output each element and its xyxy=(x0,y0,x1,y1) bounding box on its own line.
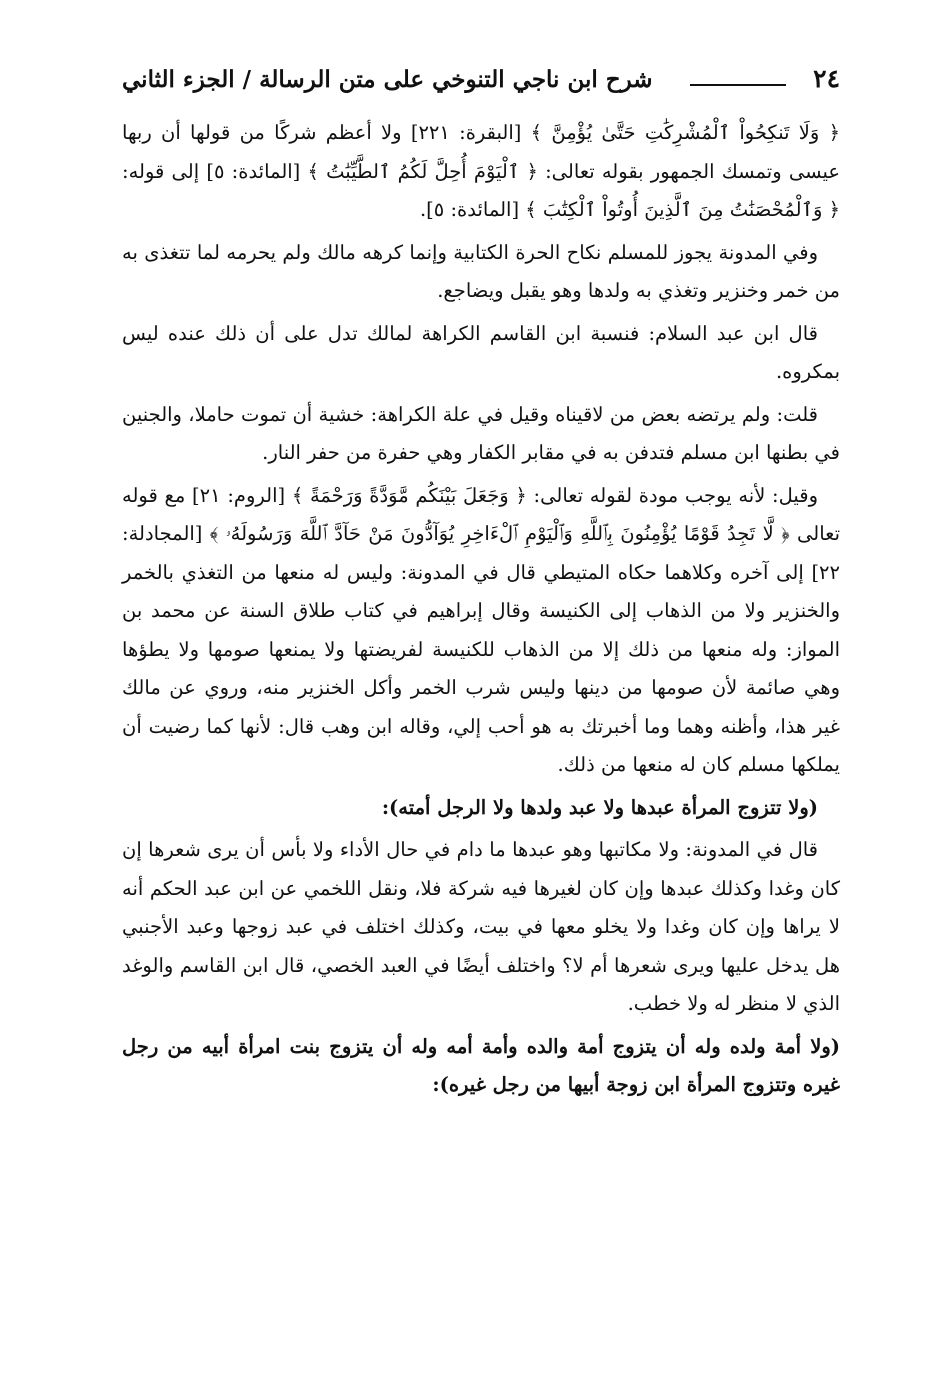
paragraph-commentary: قال في المدونة: ولا مكاتبها وهو عبدها ما دام في حال الأداء ولا بأس أن يرى شعرها إن كان وغدا وكذلك عبدها وإن كان لغيرها فيه شركة فلا، ونقل اللخمي عن ابن عبد الحكم أنه لا يراها وإن كان وغدا ولا يخلو معها في بيت، وكذلك اختلف في عبد زوجها وعبد الأجنبي هل يدخل عليها ويرى شعرها أم لا؟ واختلف أيضًا في العبد الخصي، قال ابن القاسم والوغد الذي لا منظر له ولا خطب. xyxy=(122,838,840,1015)
paragraph-wa-qil: وقيل: لأنه يوجب مودة لقوله تعالى: ﴿ وَجَعَلَ بَيْنَكُم مَّوَدَّةً وَرَحْمَةً ﴾ [الروم: ٢١] مع قوله تعالى ﴿ لَّا تَجِدُ قَوْمًا يُؤْمِنُونَ بِٱللَّهِ وَٱلْيَوْمِ ٱلْءَاخِرِ يُوَآدُّونَ مَنْ حَآدَّ ٱللَّهَ وَرَسُولَهُۥ ﴾ [المجادلة: ٢٢] إلى آخره وكلاهما حكاه المتيطي قال في المدونة: وليس له منعها من التغذي بالخمر والخنزير ولا من الذهاب إلى الكنيسة وقال إبراهيم في كتاب طلاق السنة عن محمد بن المواز: وله منعها من ذلك إلا من الذهاب للكنيسة لفريضتها ولا يمنعها صومها ولا يطؤها وهي صائمة لأن صومها من دينها وليس شرب الخمر وأكل الخنزير منه، وروي عن مالك غير هذا، وأظنه وهما وما أخبرتك به هو أحب إلي، وقاله ابن وهب قال: لأنها كما رضيت أن يملكها مسلم كان له منعها من ذلك. xyxy=(122,483,840,776)
page-header xyxy=(122,62,840,106)
header-rule xyxy=(690,84,786,86)
matn-heading-1: (ولا تتزوج المرأة عبدها ولا عبد ولدها ولا الرجل أمته): xyxy=(381,795,818,819)
running-title: شرح ابن ناجي التنوخي على متن الرسالة / الجزء الثاني xyxy=(122,66,653,93)
page-number: ٢٤ xyxy=(813,64,840,93)
paragraph-qultu: قلت: ولم يرتضه بعض من لاقيناه وقيل في علة الكراهة: خشية أن تموت حاملا، والجنين في بطنها ابن مسلم فتدفن به في مقابر الكفار وهي حفرة من حفر النار. xyxy=(122,402,840,464)
paragraph-mudawwana: وفي المدونة يجوز للمسلم نكاح الحرة الكتابية وإنما كرهه مالك ولم يحرمه لما تتغذى به من خمر وخنزير وتغذي به ولدها وهو يقبل ويضاجع. xyxy=(122,240,840,302)
matn-heading-2: (ولا أمة ولده وله أن يتزوج أمة والده وأمة أمه وله أن يتزوج بنت امرأة أبيه من رجل غيره وتتزوج المرأة ابن زوجة أبيها من رجل غيره): xyxy=(122,1034,840,1096)
body-text xyxy=(122,114,840,1109)
paragraph-ibn-abd-alsalam: قال ابن عبد السلام: فنسبة ابن القاسم الكراهة لمالك تدل على أن ذلك عنده ليس بمكروه. xyxy=(122,321,840,383)
paragraph-quran-citation: ﴿ وَلَا تَنكِحُواْ ٱلْمُشْرِكَٰتِ حَتَّىٰ يُؤْمِنَّ ﴾ [البقرة: ٢٢١] ولا أعظم شركًا من قولها أن ربها عيسى وتمسك الجمهور بقوله تعالى: ﴿ ٱلْيَوْمَ أُحِلَّ لَكُمُ ٱلطَّيِّبَٰتُ ﴾ [المائدة: ٥] إلى قوله: ﴿ وَٱلْمُحْصَنَٰتُ مِنَ ٱلَّذِينَ أُوتُواْ ٱلْكِتَٰبَ ﴾ [المائدة: ٥]. xyxy=(122,121,841,221)
